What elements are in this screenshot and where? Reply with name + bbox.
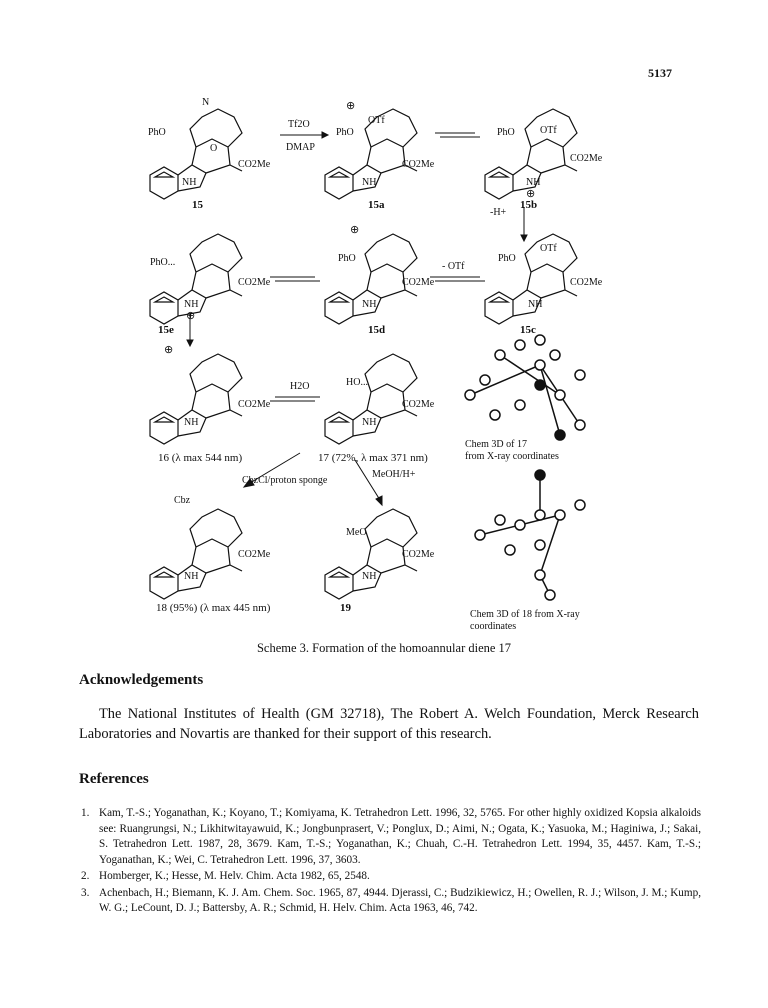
scheme-caption: Scheme 3. Formation of the homoannular diene 17 xyxy=(256,641,512,655)
label-co2me-17: CO2Me xyxy=(402,399,435,410)
compound-15e: 15e xyxy=(158,324,174,336)
chem3d-model-17 xyxy=(465,335,585,440)
compound-18: 18 (95%) (λ max 445 nm) xyxy=(156,602,271,614)
compound-15d: 15d xyxy=(368,324,386,336)
label-nh-17: NH xyxy=(362,417,377,428)
label-plus-15a: ⊕ xyxy=(346,100,356,112)
reagent-meoh: MeOH/H+ xyxy=(372,469,416,480)
label-co2me-19: CO2Me xyxy=(402,549,435,560)
compound-19: 19 xyxy=(340,602,351,614)
label-ho-17: HO... xyxy=(346,377,368,388)
reference-text: Achenbach, H.; Biemann, K. J. Am. Chem. Soc. 1965, 87, 4944. Djerassi, C.; Budzikiewicz, H.; Owellen, R. J.; Wilson, J. M.; Kump, W. G.; LeCount, D. J.; Battersby, A. R.; Schmid, H. Helv. Chim. Acta 1963, 46, 742. xyxy=(99,886,701,914)
label-co2me-15d: CO2Me xyxy=(402,277,435,288)
label-pho-15d: PhO xyxy=(338,253,356,264)
label-meo-19: MeO xyxy=(346,527,367,538)
label-o-15: O xyxy=(210,143,218,154)
label-pho-15: PhO xyxy=(148,127,166,138)
label-pho-15a: PhO xyxy=(336,127,354,138)
reference-text: Homberger, K.; Hesse, M. Helv. Chim. Acta 1982, 65, 2548. xyxy=(99,870,370,882)
label-nh-15b: NH xyxy=(526,177,541,188)
page-number: 5137 xyxy=(648,66,672,80)
label-nh-15d: NH xyxy=(362,299,377,310)
label-nh-15e: NH xyxy=(184,299,199,310)
label-co2me-15: CO2Me xyxy=(238,159,271,170)
compound-15b: 15b xyxy=(520,199,538,211)
label-co2me-16: CO2Me xyxy=(238,399,271,410)
reagent-tf2o: Tf2O xyxy=(288,119,310,130)
molecule-15c xyxy=(485,234,577,324)
label-co2me-15a: CO2Me xyxy=(402,159,435,170)
reference-number: 2. xyxy=(81,870,90,882)
label-nh-19: NH xyxy=(362,571,377,582)
reference-number: 1. xyxy=(81,807,90,819)
label-nh-15a: NH xyxy=(362,177,377,188)
reference-number: 3. xyxy=(81,886,90,899)
compound-16: 16 (λ max 544 nm) xyxy=(158,452,243,464)
label-plus-16: ⊕ xyxy=(164,344,174,356)
reference-item xyxy=(79,806,701,868)
compound-15a: 15a xyxy=(368,199,385,211)
label-co2me-18: CO2Me xyxy=(238,549,271,560)
label-nh-18: NH xyxy=(184,571,199,582)
chem3d-17-caption-line1: Chem 3D of 17 xyxy=(465,439,527,450)
acknowledgements-heading: Acknowledgements xyxy=(79,672,204,688)
label-otf-15b: OTf xyxy=(540,125,557,136)
label-plus-15b: ⊕ xyxy=(526,188,536,200)
label-nh-15c: NH xyxy=(528,299,543,310)
chem3d-18-caption-line1: Chem 3D of 18 from X-ray xyxy=(470,609,580,620)
reference-item xyxy=(79,869,701,885)
label-n-15: N xyxy=(202,97,210,108)
compound-17: 17 (72%, λ max 371 nm) xyxy=(318,452,428,464)
reference-item xyxy=(79,886,701,917)
label-cbz-18: Cbz xyxy=(174,495,191,506)
reference-text: Kam, T.-S.; Yoganathan, K.; Koyano, T.; Komiyama, K. Tetrahedron Lett. 1996, 32, 5765. For other highly oxidized Kopsia alkaloids see: Ruangrungsi, N.; Likhitwitayawuid, K.; Jongbunprasert, V.; Ponglux, D.; Aimi, N.; Ogata, K.; Yasuoka, M.; Haginiwa, J.; Sakai, S. Tetrahedron Lett. 1987, 28, 3679. Kam, T.-S.; Yoganathan, K.; Chuah, C.-H. Tetrahedron Lett. 1994, 35, 4457. Kam, T.-S.; Yoganathan, K.; Wei, C. Tetrahedron Lett. 1996, 37, 3603. xyxy=(99,807,701,866)
label-pho-15c: PhO xyxy=(498,253,516,264)
compound-15c: 15c xyxy=(520,324,536,336)
label-plus-15d: ⊕ xyxy=(350,224,360,236)
label-plus-15e: ⊕ xyxy=(186,310,196,322)
references-list xyxy=(79,806,701,918)
reagent-dmap: DMAP xyxy=(286,142,315,153)
label-pho-15e: PhO... xyxy=(150,257,176,268)
reaction-scheme xyxy=(140,95,610,635)
label-pho-15b: PhO xyxy=(497,127,515,138)
reagent-h-plus: -H+ xyxy=(490,207,507,218)
label-otf-15a: OTf xyxy=(368,115,385,126)
label-nh-16: NH xyxy=(184,417,199,428)
label-nh-15: NH xyxy=(182,177,197,188)
label-co2me-15e: CO2Me xyxy=(238,277,271,288)
compound-15: 15 xyxy=(192,199,203,211)
molecule-18 xyxy=(150,509,242,599)
reagent-h2o: H2O xyxy=(290,381,310,392)
label-co2me-15c: CO2Me xyxy=(570,277,603,288)
acknowledgements-text: The National Institutes of Health (GM 32718), The Robert A. Welch Foundation, Merck Research Laboratories and Novartis are thanked for their support of this research. xyxy=(79,706,699,742)
chem3d-17-caption-line2: from X-ray coordinates xyxy=(465,451,559,462)
reagent-otf-loss: - OTf xyxy=(442,261,465,272)
molecule-16 xyxy=(150,354,242,444)
chem3d-18-caption-line2: coordinates xyxy=(470,621,517,632)
label-otf-15c: OTf xyxy=(540,243,557,254)
molecule-15e xyxy=(150,234,242,324)
label-co2me-15b: CO2Me xyxy=(570,153,603,164)
reagent-cbzcl: CbzCl/proton sponge xyxy=(242,475,328,486)
references-heading: References xyxy=(79,771,149,787)
chem3d-model-18 xyxy=(475,470,585,600)
